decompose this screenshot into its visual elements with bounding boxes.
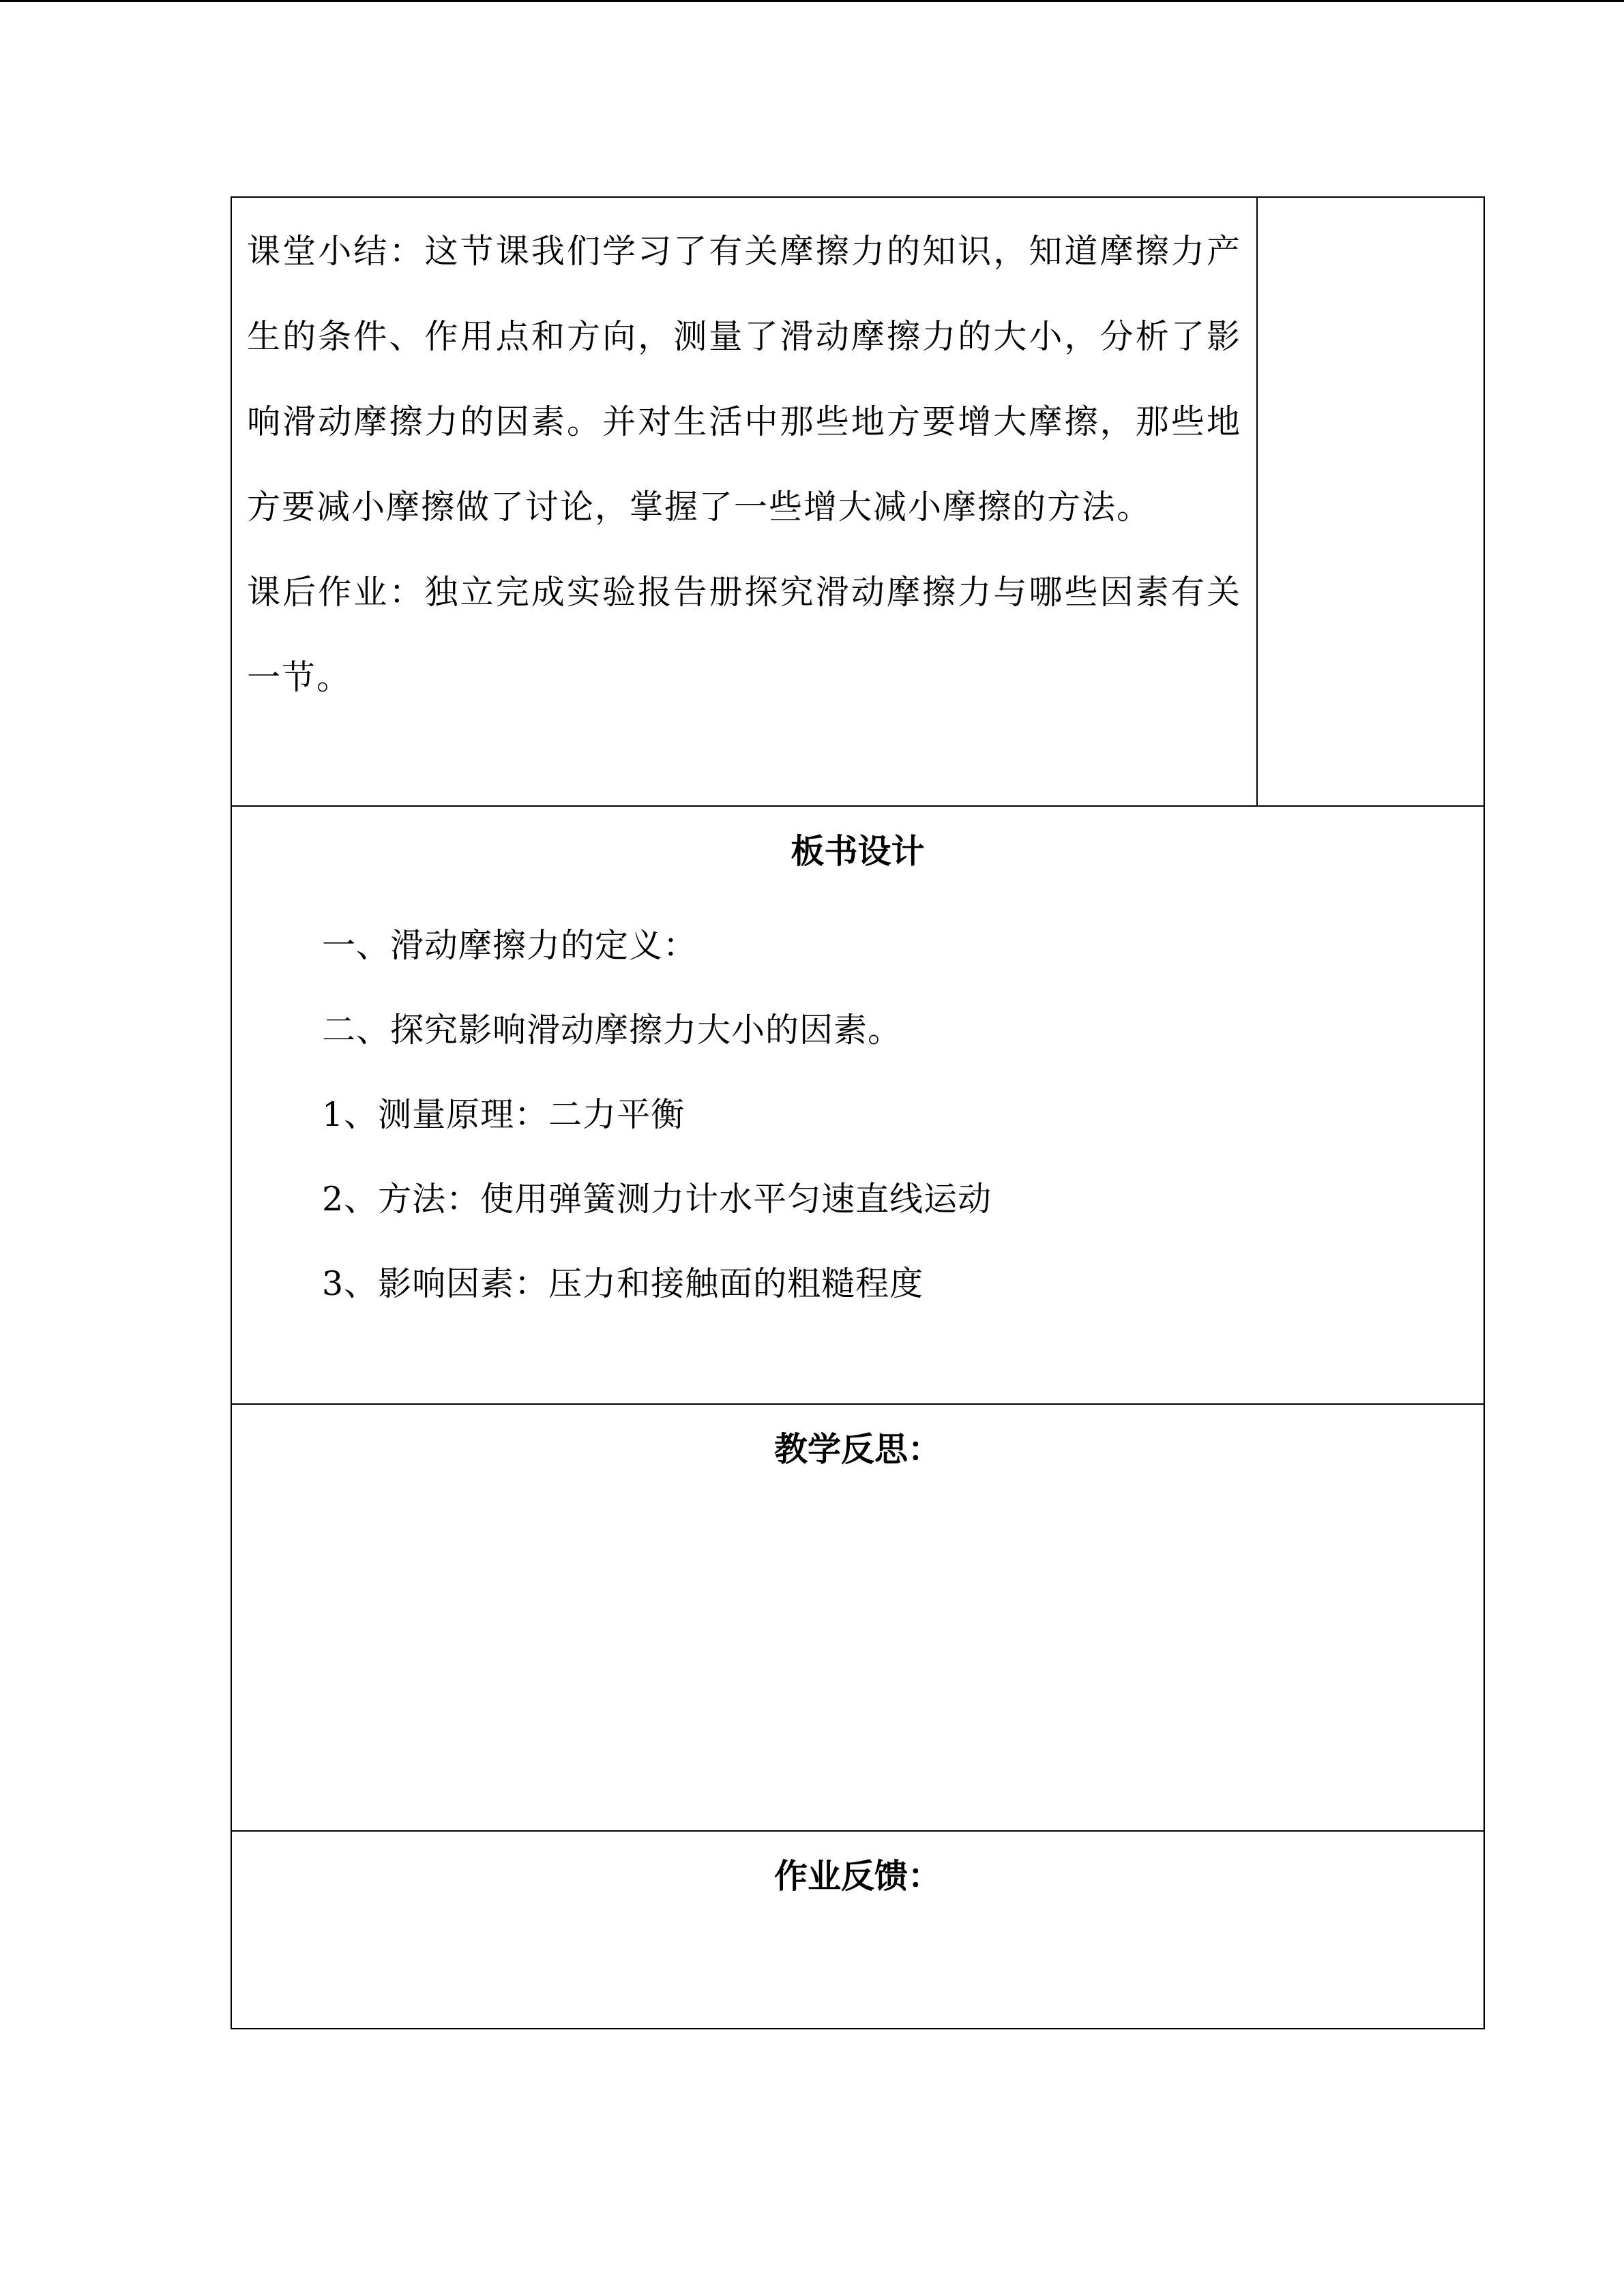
- board-item-method: 2、方法：使用弹簧测力计水平匀速直线运动: [322, 1180, 992, 1219]
- board-item-principle: 1、测量原理：二力平衡: [322, 1095, 685, 1134]
- class-summary-text: 课堂小结：这节课我们学习了有关摩擦力的知识，知道摩擦力产生的条件、作用点和方向，测量了滑动摩擦力的大小，分析了影响滑动摩擦力的因素。并对生活中那些地方要增大摩擦，那些地方要减小摩擦做了讨论，掌握了一些增大减小摩擦的方法。: [247, 232, 1241, 526]
- reflection-row: [231, 1404, 1484, 1831]
- board-item-definition: 一、滑动摩擦力的定义：: [322, 926, 698, 965]
- board-design-cell: [231, 806, 1484, 1404]
- summary-row: [231, 197, 1484, 806]
- board-design-row: [231, 806, 1484, 1404]
- summary-cell: [231, 197, 1257, 806]
- board-item-factors: 3、影响因素：压力和接触面的粗糙程度: [322, 1264, 924, 1303]
- reflection-cell: [231, 1404, 1484, 1831]
- reflection-title: 教学反思：: [773, 1430, 941, 1469]
- feedback-row: [231, 1831, 1484, 2029]
- page-top-border: [0, 0, 1624, 2]
- board-design-title: 板书设计: [791, 832, 925, 871]
- feedback-title: 作业反馈：: [773, 1857, 941, 1896]
- board-design-list: [232, 876, 1483, 1326]
- homework-text: 课后作业：独立完成实验报告册探究滑动摩擦力与哪些因素有关一节。: [247, 573, 1241, 697]
- board-item-explore: 二、探究影响滑动摩擦力大小的因素。: [322, 1011, 902, 1049]
- feedback-cell: [231, 1831, 1484, 2029]
- summary-side-cell: [1257, 197, 1484, 806]
- lesson-plan-table: [231, 196, 1485, 2029]
